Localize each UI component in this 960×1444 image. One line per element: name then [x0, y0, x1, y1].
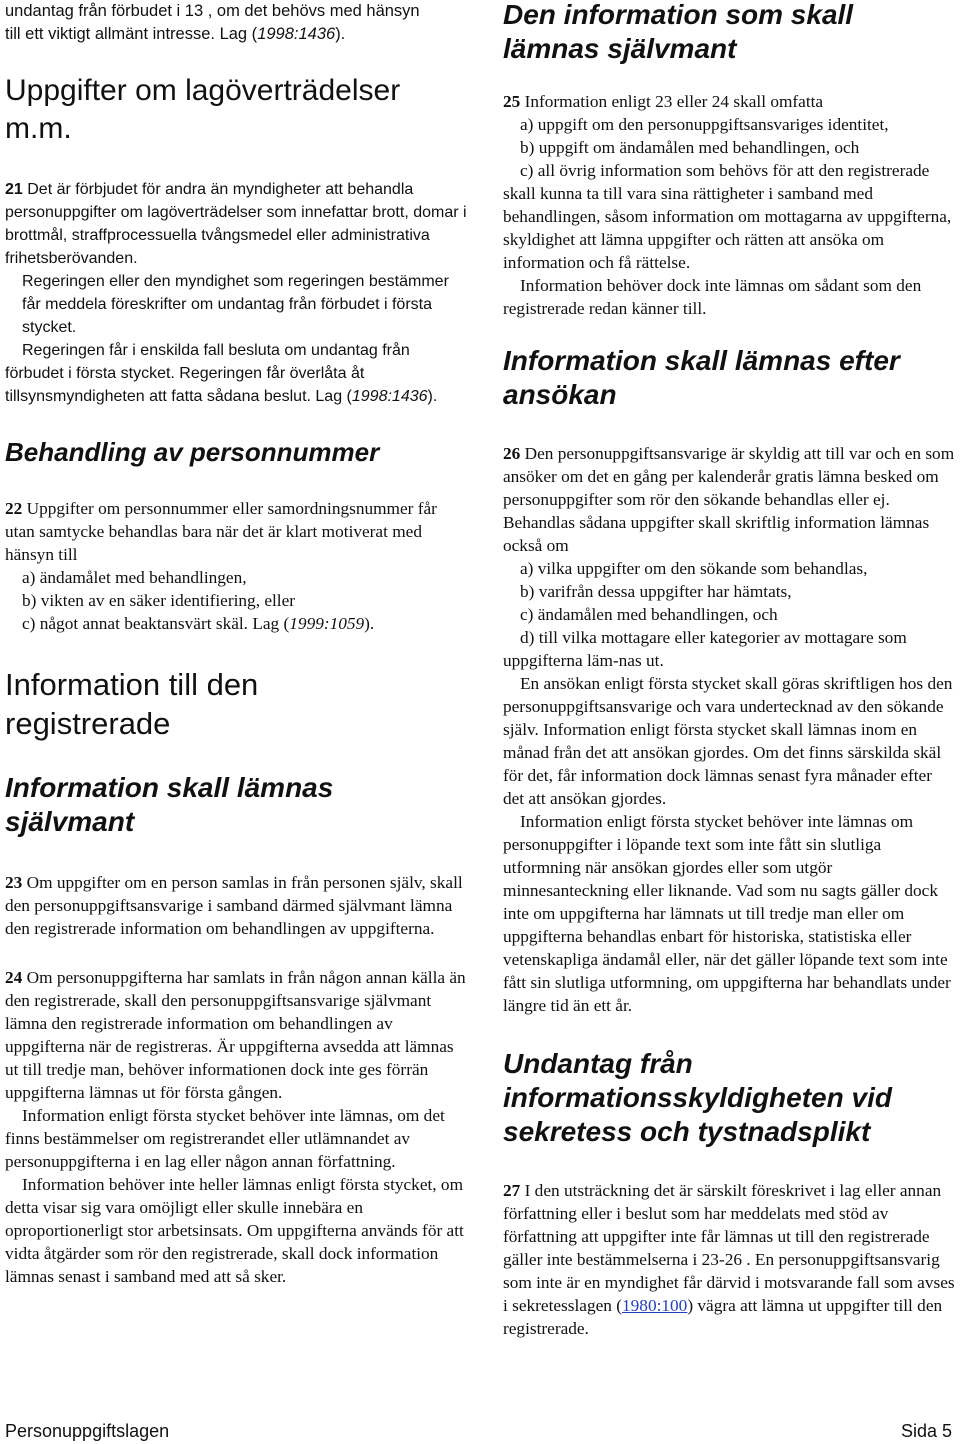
intro-line: till ett viktigt allmänt intresse. Lag ( — [5, 25, 258, 43]
list-item: c) ändamålen med behandlingen, och — [520, 605, 778, 624]
list-item: a) ändamålet med behandlingen, — [22, 568, 247, 587]
section-number: 26 — [503, 444, 521, 463]
section-21-paragraph-2: Regeringen eller den myndighet som regeringen bestämmer får meddela föreskrifter om undantag från förbudet i första stycket. — [22, 273, 449, 336]
section-21-paragraph-3 — [5, 339, 467, 408]
section-text: Den personuppgiftsansvarige är skyldig att till var och en som ansöker om det en gång per kalenderår gratis lämna besked om personuppgifter som rör den sökande behandlas eller ej. Behandlas sådana uppgifter skall skriftlig information lämnas också om — [503, 444, 955, 555]
section-21-paragraph-1 — [5, 178, 467, 270]
section-number: 23 — [5, 873, 23, 892]
section-text: I den utsträckning det är särskilt föreskrivet i lag eller annan författning eller i beslut som har meddelats med stöd av författning att uppgifter inte får lämnas ut till den registrerade gäller inte bestämmelserna i 23-26 . En personuppgiftsansvarig som inte är en myndighet får därvid i motsvarande fall som avses i sekretesslagen ( — [503, 1181, 955, 1315]
left-column — [5, 0, 467, 1288]
section-25-paragraph-2: Information behöver dock inte lämnas om sådant som den registrerade redan känner till. — [503, 276, 922, 318]
section-27 — [503, 1179, 957, 1340]
right-column — [503, 0, 957, 1340]
law-reference: 1998:1436 — [257, 25, 336, 43]
section-26-paragraph-1 — [503, 442, 957, 557]
law-reference: 1998:1436 — [351, 388, 428, 405]
section-26-paragraph-3: Information enligt första stycket behöver inte lämnas om personuppgifter i löpande text som inte fått sin slutliga utformning när ansökan gjordes eller som utgör minnesanteckning eller liknande. Vad som nu sagts gäller dock inte om uppgifterna har lämnats ut till tredje man eller om uppgifterna behandlas enbart för historiska, statistiska eller vetenskapliga ändamål eller, när det gäller löpande text som inte fått sin slutliga utformning, om uppgifterna har behandlats under längre tid än ett år. — [503, 812, 951, 1015]
section-23 — [5, 871, 467, 940]
section-number: 25 — [503, 92, 521, 111]
section-24-paragraph-2: Information enligt första stycket behöver inte lämnas, om det finns bestämmelser om registrerandet eller utlämnandet av personuppgifterna i en lag eller någon annan författning. — [5, 1106, 445, 1171]
section-21 — [5, 178, 467, 408]
section-number: 22 — [5, 499, 23, 518]
heading-information-registrerade: Information till den registrerade — [5, 667, 259, 741]
section-26-paragraph-2: En ansökan enligt första stycket skall göras skriftligen hos den personuppgiftsansvarige och vara undertecknad av den sökande själv. Information enligt första stycket skall lämnas inom en månad från det att ansökan gjordes. Om det finns särskilda skäl för det, får information dock lämnas senast fyra månader efter det att ansökan gjordes. — [503, 674, 953, 808]
list-item: c) all övrig information som behövs för att den registrerade skall kunna ta till vara sina rättigheter i samband med behandlingen, såsom information om mottagarna av uppgifterna, skyldighet att lämna uppgifter och rätten att ansöka om information och få rättelse. — [503, 161, 952, 272]
heading-undantag: Undantag från informationsskyldigheten vid sekretess och tystnadsplikt — [503, 1048, 892, 1147]
section-text: ) vägra att lämna ut uppgifter till den registrerade. — [503, 1296, 943, 1338]
list-item-text: ). — [364, 614, 375, 633]
section-text: Information enligt 23 eller 24 skall omfatta — [520, 92, 824, 111]
document-title: Personuppgiftslagen — [5, 1421, 170, 1441]
heading-information-sjalvmant: Information skall lämnas självmant — [5, 772, 334, 837]
section-number: 21 — [5, 181, 23, 198]
list-item: d) till vilka mottagare eller kategorier av mottagare som uppgifterna läm-nas ut. — [503, 628, 907, 670]
heading-personnummer: Behandling av personnummer — [5, 437, 380, 467]
list-item — [5, 612, 467, 635]
intro-paragraph — [5, 0, 467, 46]
section-text: Regeringen får i enskilda fall besluta om undantag från förbudet i första stycket. Regeringen får överlåta åt tillsynsmyndigheten att fatta sådana beslut. Lag ( — [5, 342, 410, 405]
law-reference: 1999:1059 — [289, 614, 365, 633]
section-text: ). — [427, 388, 438, 405]
heading-information-ansokan: Information skall lämnas efter ansökan — [503, 345, 900, 410]
section-26 — [503, 442, 957, 1017]
section-text: Om uppgifter om en person samlas in från personen själv, skall den personuppgiftsansvarige i samband därmed självmant lämna den registrerade information om behandlingen av uppgifterna. — [5, 873, 463, 938]
list-item: a) vilka uppgifter om den sökande som behandlas, — [520, 559, 868, 578]
page-number: Sida 5 — [900, 1421, 952, 1441]
intro-line: ). — [335, 25, 346, 43]
list-item-text: c) något annat beaktansvärt skäl. Lag ( — [22, 614, 290, 633]
section-24 — [5, 966, 467, 1288]
section-22-paragraph-1 — [5, 497, 467, 566]
list-item: b) uppgift om ändamålen med behandlingen, och — [520, 138, 860, 157]
sekretesslagen-link[interactable]: 1980:100 — [622, 1296, 688, 1315]
section-22 — [5, 497, 467, 635]
section-number: 27 — [503, 1181, 521, 1200]
intro-line: undantag från förbudet i 13 , om det behövs med hänsyn — [5, 2, 420, 20]
section-24-paragraph-3: Information behöver inte heller lämnas enligt första stycket, om detta visar sig vara omöjligt eller skulle innebära en oproportionerligt stor arbetsinsats. Om uppgifterna används för att vidta åtgärder som rör den registrerade, skall dock information lämnas senast i samband med att så sker. — [5, 1175, 464, 1286]
heading-information-sjalvmant-content: Den information som skall lämnas självmant — [503, 0, 854, 64]
list-item: b) vikten av en säker identifiering, eller — [22, 591, 296, 610]
section-number: 24 — [5, 968, 23, 987]
section-23-paragraph — [5, 871, 467, 940]
section-24-paragraph-1 — [5, 966, 467, 1104]
heading-lagovertradelser: Uppgifter om lagöverträdelser m.m. — [5, 74, 401, 145]
page-footer — [5, 1420, 952, 1442]
list-item: a) uppgift om den personuppgiftsansvariges identitet, — [520, 115, 889, 134]
section-27-paragraph — [503, 1179, 957, 1340]
section-text: Om personuppgifterna har samlats in från någon annan källa än den registrerade, skall den personuppgiftsansvarige självmant lämna den registrerade information om behandlingen av uppgifterna när de registreras. Är uppgifterna avsedda att lämnas ut till tredje man, behöver informationen dock inte ges förrän uppgifterna lämnas ut för första gången. — [5, 968, 466, 1102]
section-text: Uppgifter om personnummer eller samordningsnummer får utan samtycke behandlas bara när det är klart motiverat med hänsyn till — [5, 499, 437, 564]
section-25 — [503, 90, 957, 320]
section-text: Det är förbjudet för andra än myndigheter att behandla personuppgifter om lagöverträdelser som innefattar brott, domar i brottmål, straffprocessuella tvångsmedel eller administrativa frihetsberövanden. — [5, 181, 467, 267]
list-item: b) varifrån dessa uppgifter har hämtats, — [520, 582, 792, 601]
section-25-paragraph-1 — [503, 90, 957, 113]
